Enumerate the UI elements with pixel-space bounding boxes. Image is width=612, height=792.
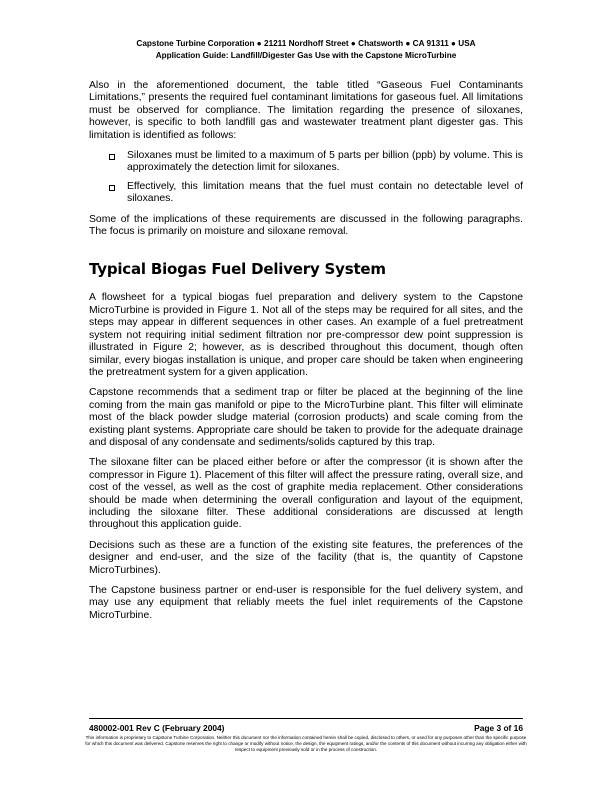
square-bullet-icon [109, 185, 115, 191]
bullet-text: Siloxanes must be limited to a maximum of 5 parts per billion (ppb) by volume. This is approximately the detection limit for siloxanes. [127, 150, 523, 174]
bullet-text: Effectively, this limitation means that the fuel must contain no detectable level of siloxanes. [127, 180, 523, 205]
document-body [89, 80, 523, 630]
intro-paragraph: Also in the aforementioned document, the table titled “Gaseous Fuel Contaminants Limitations,” presents the required fuel contaminant limitations for gaseous fuel. All limitations must be observed for compliance. The limitation regarding the presence of siloxanes, however, is specific to both landfill gas and wastewater treatment plant digester gas. This limitation is identified as follows: [89, 80, 523, 141]
limitation-bullet-list [89, 150, 523, 206]
body-paragraph: A flowsheet for a typical biogas fuel preparation and delivery system to the Capstone MicroTurbine is provided in Figure 1. Not all of the steps may be required for all sites, and the steps may appear in different sequences in other cases. An example of a fuel pretreatment system not requiring initial sediment filtration nor pre-compressor dew point suppression is illustrated in Figure 2; however, as is described throughout this document, though often similar, every biogas installation is unique, and proper care should be taken when engineering the pretreatment system for a given application. [89, 292, 523, 378]
list-item [89, 150, 523, 175]
header-guide-title: Application Guide: Landfill/Digester Gas Use with the Capstone MicroTurbine [155, 50, 457, 60]
list-item [89, 181, 523, 206]
page-header [0, 38, 612, 61]
footer-proprietary-note: This information is proprietary to Capstone Turbine Corporation. Neither this document nor the information contained herein shall be copied, disclosed to others, or used for any purposes other than the specific purpose for which this document was delivered. Capstone reserves the right to change or modify without notice, the design, the equipment ratings, and/or the contents of this document without incurring any obligation either with respect to equipment previously sold or in the process of construction. [85, 735, 527, 753]
body-paragraph: Capstone recommends that a sediment trap or filter be placed at the beginning of the line coming from the main gas manifold or pipe to the MicroTurbine plant. This filter will eliminate most of the black powder sludge material (corrosion products) and scale coming from the existing plant systems. Appropriate care should be taken to provide for the adequate drainage and disposal of any condensate and sediments/solids captured by this trap. [89, 387, 523, 448]
header-company-line: Capstone Turbine Corporation ● 21211 Nordhoff Street ● Chatsworth ● CA 91311 ● USA [136, 39, 476, 48]
footer-doc-number: 480002-001 Rev C (February 2004) [89, 723, 225, 733]
section-heading: Typical Biogas Fuel Delivery System [89, 260, 386, 279]
square-bullet-icon [109, 154, 115, 160]
body-paragraph: Decisions such as these are a function of the existing site features, the preferences of the designer and end-user, and the size of the facility (that is, the quantity of Capstone MicroTurbines). [89, 539, 523, 576]
footer-divider [89, 718, 523, 719]
footer-page-number: Page 3 of 16 [474, 723, 523, 733]
implications-paragraph: Some of the implications of these requirements are discussed in the following paragraphs. The focus is primarily on moisture and siloxane removal. [89, 213, 523, 238]
body-paragraph: The siloxane filter can be placed either before or after the compressor (it is shown after the compressor in Figure 1). Placement of this filter will affect the pressure rating, overall size, and cost of the vessel, as well as the cost of graphite media replacement. Other considerations should be made when determining the overall configuration and layout of the equipment, including the siloxane filter. These additional considerations are discussed at length throughout this application guide. [89, 457, 523, 531]
body-paragraph: The Capstone business partner or end-user is responsible for the fuel delivery system, and may use any equipment that reliably meets the fuel inlet requirements of the Capstone MicroTurbine. [89, 585, 523, 621]
